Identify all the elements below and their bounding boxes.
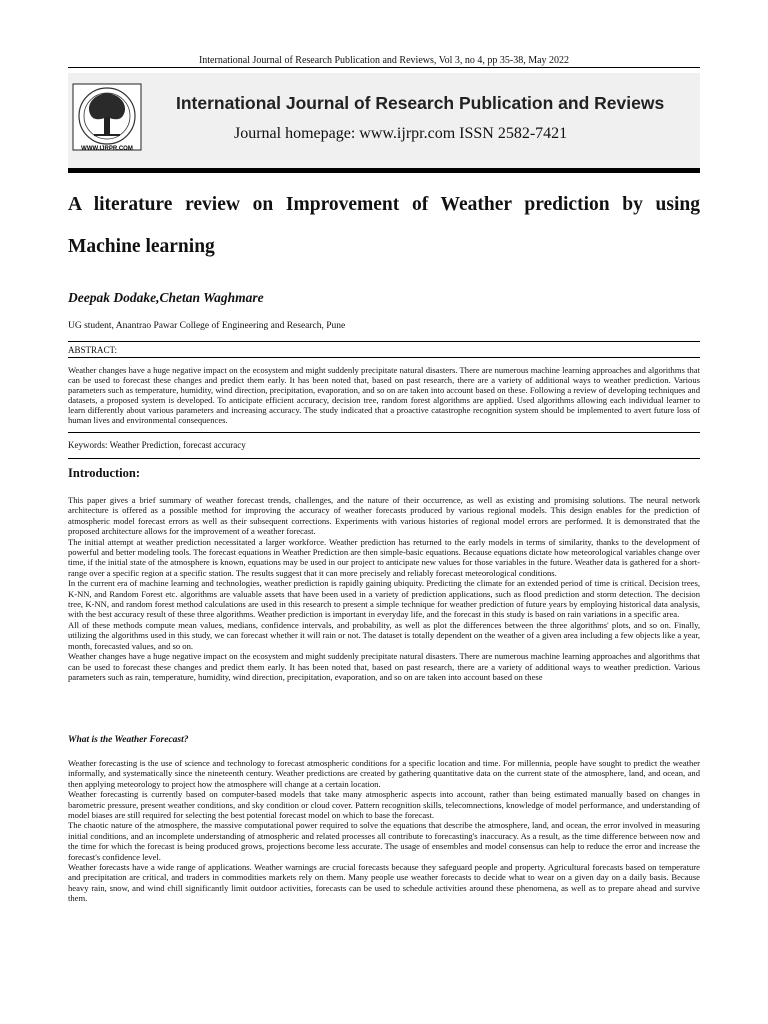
abstract-rule-bottom <box>68 432 700 433</box>
paper-title: A literature review on Improvement of Weather prediction by using Machine learning <box>68 194 700 257</box>
introduction-heading: Introduction: <box>68 466 141 480</box>
logo-url-text: WWW.IJRPR.COM <box>81 146 133 152</box>
paper-authors: Deepak Dodake,Chetan Waghmare <box>68 290 264 305</box>
journal-masthead <box>68 73 700 169</box>
paragraph: This paper gives a brief summary of weather forecast trends, challenges, and the nature of their occurrence, as well as existing and promising solutions. The neural network architecture is offered as a possible method for improving the accuracy of weather forecasts produced by various regional models. This design enables for the prediction of atmospheric model forecast errors as well as their subsequent corrections. Experiments with various histories of regional model errors are performed. It is demonstrated that the proposed architecture allows for the improvement of a weather forecast. <box>68 495 700 537</box>
paragraph: Weather changes have a huge negative impact on the ecosystem and might suddenly precipitate natural disasters. There are numerous machine learning approaches and algorithms that can be used to forecast these changes and predict them early. It has been noted that, based on past research, there are a variety of additional ways to weather prediction. Various parameters such as rain, temperature, humidity, wind direction, precipitation, evaporation, and so on are taken into account based on these <box>68 651 700 682</box>
paragraph: Weather forecasting is currently based on computer-based models that take many atmospheric aspects into account, rather than being estimated manually based on changes in barometric pressure, present weather conditions, and sky condition or cloud cover. Pattern recognition skills, telecomnections, knowledge of model performance, and understanding of model biases are still required for selecting the best potential forecast model on which to base the forecast. <box>68 789 700 821</box>
abstract-rule-top <box>68 341 700 342</box>
abstract-text: Weather changes have a huge negative impact on the ecosystem and might suddenly precipitate natural disasters. There are numerous machine learning approaches and algorithms that can be used to forecast these changes and predict them early. It has been noted that, based on past research, there are a variety of additional ways to weather prediction. Various parameters such as temperature, humidity, wind direction, precipitation, evaporation, and so on are taken into account based on these. Following a review of developing techniques and datasets, a proposed system is developed. To anticipate efficient accuracy, decision tree, random forest algorithms are applied. Used algorithms allowing each individual learner to learn differently about various parameters and increasing accuracy. The study indicated that a proactive catastrophe recognition system should be implemented to avert future loss of human lives and environmental consequences. <box>68 365 700 425</box>
journal-name: International Journal of Research Publication and Reviews <box>176 93 665 113</box>
header-rule <box>68 67 700 68</box>
running-head: International Journal of Research Publication and Reviews, Vol 3, no 4, pp 35-38, May 2022 <box>198 55 570 66</box>
keywords: Keywords: Weather Prediction, forecast accuracy <box>68 440 246 450</box>
author-affiliation: UG student, Anantrao Pawar College of Engineering and Research, Pune <box>68 321 346 331</box>
introduction-rule <box>68 458 700 459</box>
journal-homepage: Journal homepage: www.ijrpr.com ISSN 2582-7421 <box>234 125 568 142</box>
abstract-label: ABSTRACT: <box>68 345 118 355</box>
introduction-body <box>68 495 700 682</box>
masthead-divider <box>68 168 700 173</box>
abstract-rule-mid <box>68 357 700 358</box>
paragraph: Weather forecasts have a wide range of applications. Weather warnings are crucial forecasts because they safeguard people and property. Agricultural forecasts based on temperature and precipitation are critical, and traders in commodities markets rely on them. Many people use weather forecasts to decide what to wear on a given day on a daily basis. Because heavy rain, snow, and wind chill significantly limit outdoor activities, forecasts can be used to schedule activities around these phenomena, as well as to prepare ahead and survive them. <box>68 862 700 904</box>
paragraph: Weather forecasting is the use of science and technology to forecast atmospheric conditions for a specific location and time. For millennia, people have sought to predict the weather informally, and systematically since the nineteenth century. Weather predictions are created by gathering quantitative data on the current state of the atmosphere, land, and ocean, and then applying meteorology to project how the atmosphere will change at a certain location. <box>68 758 700 789</box>
paragraph: All of these methods compute mean values, medians, confidence intervals, and probability, as well as plot the differences between the three algorithms' plots, and so on. Finally, utilizing the algorithms used in this study, we can forecast whether it will rain or not. The dataset is totally dependent on the weather of a given area including a few objects like a year, month, forecasted values, and so on. <box>68 619 700 651</box>
paragraph: The initial attempt at weather prediction necessitated a larger workforce. Weather prediction has returned to the early models in terms of similarity, thanks to the development of powerful and better modeling tools. The forecast equations in Weather Prediction are then simple-basic equations. Because equations dictate how meteorological variables change over time, if the initial state of the atmosphere is known, equations may be used in our project to anticipate new values for those variables in the future. Weather data is gathered for a short-range over a specific region at a specific station. The results suggest that it can more precisely and reliably forecast meteorological conditions. <box>68 536 700 578</box>
paragraph: In the current era of machine learning and technologies, weather prediction is rapidly gaining ubiquity. Predicting the climate for an extended period of time is critical. Decision trees, K-NN, and Random Forest etc. algorithms are valuable assets that have been used in a variety of prediction applications, such as flood prediction and storm detection. The decision tree, K-NN, and random forest method calculations are used in this research to present a simple technique for weather prediction of future years by employing historical data analysis, with the best accuracy result of these three algorithms. Weather prediction is important in everyday life, and the forecast in this study is based on rain variations in a specific area. <box>68 578 700 620</box>
paragraph: The chaotic nature of the atmosphere, the massive computational power required to solve the equations that describe the atmosphere, land, and ocean, the error involved in measuring initial conditions, and an incomplete understanding of atmospheric and related processes all contribute to forecasting's inaccuracy. As a result, as the time difference between now and the time for which the forecast is being produced grows, projections become less accurate. The usage of ensembles and model consensus can help to reduce the error and increase the forecast's confidence level. <box>68 820 700 862</box>
section-heading: What is the Weather Forecast? <box>68 735 189 745</box>
weather-forecast-body <box>68 758 700 904</box>
